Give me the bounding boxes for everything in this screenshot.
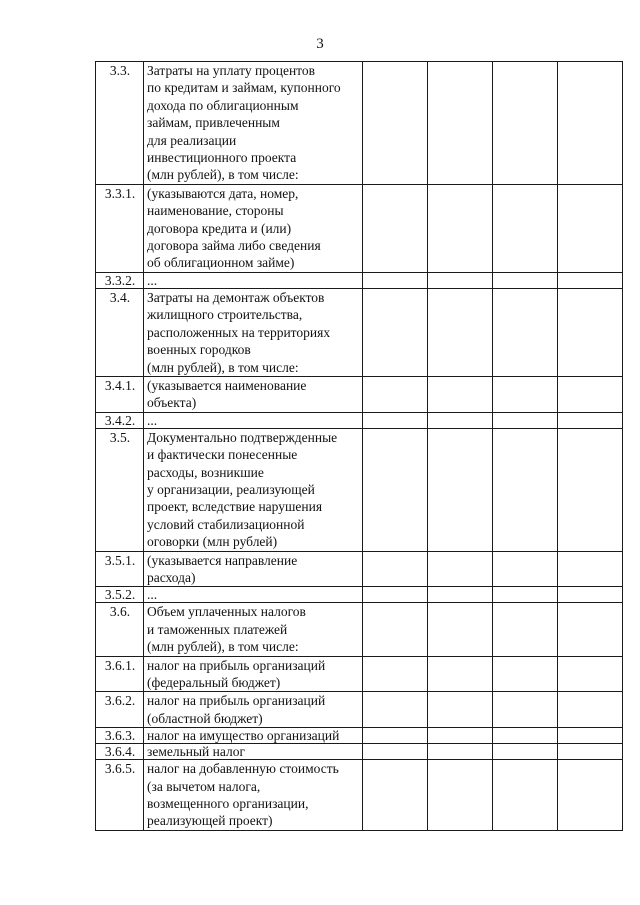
table-row: [96, 692, 623, 728]
row-number: 3.5.2.: [96, 587, 144, 603]
row-number: 3.3.1.: [96, 184, 144, 272]
value-cell: [558, 603, 623, 656]
value-cell: [493, 692, 558, 728]
table-row: [96, 587, 623, 603]
value-cell: [428, 288, 493, 376]
value-cell: [363, 760, 428, 831]
value-cell: [363, 728, 428, 744]
value-cell: [493, 412, 558, 428]
table-row: [96, 62, 623, 185]
row-label: налог на прибыль организаций (областной бюджет): [144, 692, 363, 728]
value-cell: [493, 603, 558, 656]
table-row: [96, 428, 623, 551]
value-cell: [363, 692, 428, 728]
value-cell: [428, 744, 493, 760]
row-label: налог на имущество организаций: [144, 728, 363, 744]
row-number: 3.3.: [96, 62, 144, 185]
value-cell: [428, 62, 493, 185]
row-number: 3.4.: [96, 288, 144, 376]
value-cell: [558, 428, 623, 551]
value-cell: [558, 376, 623, 412]
value-cell: [363, 428, 428, 551]
value-cell: [493, 376, 558, 412]
value-cell: [558, 272, 623, 288]
value-cell: [493, 62, 558, 185]
value-cell: [363, 62, 428, 185]
value-cell: [428, 428, 493, 551]
value-cell: [558, 288, 623, 376]
table-row: [96, 376, 623, 412]
row-label: ...: [144, 587, 363, 603]
table-row: [96, 744, 623, 760]
value-cell: [558, 744, 623, 760]
value-cell: [363, 744, 428, 760]
value-cell: [428, 728, 493, 744]
value-cell: [493, 288, 558, 376]
value-cell: [428, 272, 493, 288]
value-cell: [363, 272, 428, 288]
row-label: налог на прибыль организаций (федеральный бюджет): [144, 656, 363, 692]
row-number: 3.6.5.: [96, 760, 144, 831]
value-cell: [493, 428, 558, 551]
value-cell: [493, 272, 558, 288]
value-cell: [558, 692, 623, 728]
row-number: 3.3.2.: [96, 272, 144, 288]
row-number: 3.6.: [96, 603, 144, 656]
value-cell: [493, 728, 558, 744]
row-number: 3.6.2.: [96, 692, 144, 728]
table-row: [96, 288, 623, 376]
table-row: [96, 656, 623, 692]
value-cell: [493, 656, 558, 692]
table-row: [96, 760, 623, 831]
value-cell: [558, 62, 623, 185]
table-row: [96, 412, 623, 428]
value-cell: [428, 587, 493, 603]
row-label: (указывается направление расхода): [144, 551, 363, 587]
row-label: Документально подтвержденные и фактически понесенные расходы, возникшие у организации, реализующей проект, вследствие нарушения условий стабилизационной оговорки (млн рублей): [144, 428, 363, 551]
value-cell: [363, 184, 428, 272]
value-cell: [493, 587, 558, 603]
row-number: 3.6.4.: [96, 744, 144, 760]
value-cell: [558, 587, 623, 603]
value-cell: [558, 760, 623, 831]
row-label: Объем уплаченных налогов и таможенных платежей (млн рублей), в том числе:: [144, 603, 363, 656]
value-cell: [428, 412, 493, 428]
page-number: 3: [316, 36, 324, 52]
row-label: ...: [144, 272, 363, 288]
value-cell: [558, 728, 623, 744]
value-cell: [558, 656, 623, 692]
table-row: [96, 551, 623, 587]
row-number: 3.4.1.: [96, 376, 144, 412]
row-label: налог на добавленную стоимость (за вычетом налога, возмещенного организации, реализующей проект): [144, 760, 363, 831]
value-cell: [363, 288, 428, 376]
value-cell: [428, 656, 493, 692]
value-cell: [363, 656, 428, 692]
row-number: 3.5.: [96, 428, 144, 551]
value-cell: [428, 184, 493, 272]
value-cell: [493, 760, 558, 831]
value-cell: [493, 744, 558, 760]
value-cell: [493, 184, 558, 272]
value-cell: [428, 760, 493, 831]
row-label: Затраты на уплату процентов по кредитам и займам, купонного дохода по облигационным займам, привлеченным для реализации инвестиционного проекта (млн рублей), в том числе:: [144, 62, 363, 185]
value-cell: [363, 603, 428, 656]
row-label: (указывается наименование объекта): [144, 376, 363, 412]
row-label: ...: [144, 412, 363, 428]
value-cell: [493, 551, 558, 587]
value-cell: [428, 603, 493, 656]
value-cell: [363, 412, 428, 428]
row-label: Затраты на демонтаж объектов жилищного строительства, расположенных на территориях военных городков (млн рублей), в том числе:: [144, 288, 363, 376]
table-row: [96, 603, 623, 656]
row-number: 3.4.2.: [96, 412, 144, 428]
value-cell: [428, 551, 493, 587]
row-label: (указываются дата, номер, наименование, стороны договора кредита и (или) договора займа либо сведения об облигационном займе): [144, 184, 363, 272]
row-label: земельный налог: [144, 744, 363, 760]
table-row: [96, 184, 623, 272]
value-cell: [558, 551, 623, 587]
row-number: 3.6.3.: [96, 728, 144, 744]
value-cell: [363, 587, 428, 603]
row-number: 3.6.1.: [96, 656, 144, 692]
row-number: 3.5.1.: [96, 551, 144, 587]
value-cell: [558, 412, 623, 428]
value-cell: [363, 376, 428, 412]
value-cell: [363, 551, 428, 587]
table-row: [96, 728, 623, 744]
table-row: [96, 272, 623, 288]
value-cell: [428, 376, 493, 412]
investment-expenses-table: [95, 61, 623, 831]
value-cell: [558, 184, 623, 272]
value-cell: [428, 692, 493, 728]
